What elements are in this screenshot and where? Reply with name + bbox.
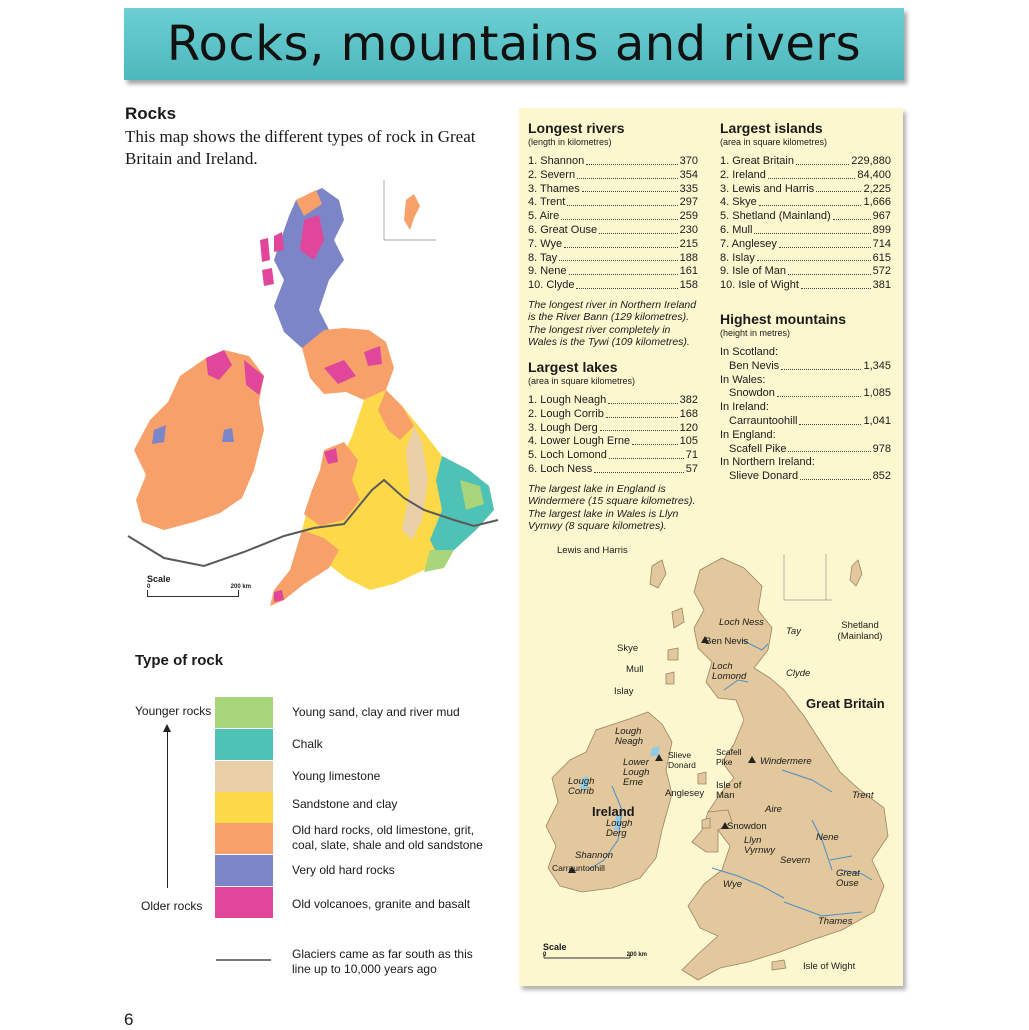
physical-map-scale-label: Scale: [543, 942, 567, 952]
label-loch-ness: Loch Ness: [719, 617, 764, 628]
rivers-heading: Longest rivers: [528, 120, 625, 136]
leader-dots: [781, 360, 861, 370]
mountains-heading: Highest mountains: [720, 311, 847, 327]
leader-dots: [582, 183, 678, 193]
islands-value: 2,225: [863, 182, 891, 195]
islands-list: [720, 155, 891, 293]
islands-name: 7. Anglesey: [720, 237, 777, 250]
mountain-height: 1,085: [863, 387, 891, 400]
rivers-value: 188: [679, 251, 698, 264]
leader-dots: [576, 279, 677, 289]
lakes-value: 105: [679, 435, 698, 448]
rivers-row: [528, 196, 698, 210]
islands-name: 2. Ireland: [720, 168, 766, 181]
lakes-row: [528, 435, 698, 449]
rock-map-scale-end: 200 km: [230, 584, 251, 590]
leader-dots: [600, 422, 678, 432]
rivers-value: 259: [679, 210, 698, 223]
mountain-name: Scafell Pike: [729, 442, 787, 455]
islands-row: [720, 196, 891, 210]
label-lower-lough-erne: Lower Lough Erne: [623, 757, 650, 788]
label-llyn-vyrnwy: Llyn Vyrnwy: [744, 835, 775, 856]
physical-map-scale: [543, 942, 647, 958]
mountain-row: [720, 360, 891, 374]
leader-dots: [594, 463, 684, 473]
lakes-sub: (area in square kilometres): [528, 376, 636, 386]
lakes-value: 382: [679, 394, 698, 406]
leader-dots: [800, 470, 871, 480]
label-thames: Thames: [818, 916, 853, 927]
rivers-row: [528, 252, 698, 266]
lakes-row: [528, 422, 698, 436]
title-banner: [124, 8, 904, 80]
islands-row: [720, 252, 891, 266]
lakes-name: 5. Loch Lomond: [528, 449, 607, 462]
label-tay: Tay: [786, 626, 801, 637]
islands-name: 5. Shetland (Mainland): [720, 210, 831, 223]
islands-value: 572: [872, 265, 891, 278]
islands-row: [720, 210, 891, 224]
label-shetland: Shetland (Mainland): [837, 620, 883, 642]
islands-value: 1,666: [863, 196, 891, 209]
mountain-row: [720, 387, 891, 401]
leader-dots: [559, 252, 677, 262]
age-arrow: [167, 730, 168, 888]
lakes-name: 3. Lough Derg: [528, 421, 598, 434]
label-lough-corrib: Lough Corrib: [568, 776, 595, 797]
rivers-value: 230: [679, 223, 698, 236]
label-windermere: Windermere: [760, 756, 812, 767]
islands-row: [720, 265, 891, 279]
mountain-height: 978: [872, 442, 891, 455]
rivers-row: [528, 265, 698, 279]
rivers-name: 1. Shannon: [528, 155, 585, 167]
rivers-row: [528, 169, 698, 183]
label-severn: Severn: [780, 855, 811, 866]
glacier-line-sample: [216, 959, 271, 961]
rocks-intro: This map shows the different types of rock in Great Britain and Ireland.: [125, 127, 476, 168]
legend-label: Old hard rocks, old limestone, grit, coal, slate, shale and old sandstone: [292, 823, 483, 852]
label-skye: Skye: [617, 643, 639, 654]
label-anglesey: Anglesey: [665, 788, 705, 799]
physical-map-scale-end: 200 km: [626, 952, 647, 958]
lakes-name: 2. Lough Corrib: [528, 407, 604, 420]
rivers-value: 215: [679, 237, 698, 250]
mountain-region: In Ireland:: [720, 401, 769, 414]
islands-value: 967: [872, 210, 891, 223]
islands-row: [720, 155, 891, 169]
lakes-list: [528, 394, 698, 477]
leader-dots: [833, 210, 871, 220]
leader-dots: [586, 155, 677, 165]
mountain-height: 1,345: [863, 359, 891, 372]
mountain-region: In Scotland:: [720, 346, 779, 358]
leader-dots: [816, 183, 861, 193]
mountain-region: In England:: [720, 428, 776, 441]
rivers-name: 9. Nene: [528, 265, 567, 278]
rivers-value: 335: [679, 182, 698, 195]
rivers-value: 297: [679, 196, 698, 209]
lakes-row: [528, 449, 698, 463]
islands-value: 615: [872, 251, 891, 264]
lakes-row: [528, 394, 698, 408]
lakes-name: 6. Loch Ness: [528, 462, 593, 475]
lakes-name: 4. Lower Lough Erne: [528, 435, 631, 448]
leader-dots: [569, 265, 678, 275]
lakes-row: [528, 463, 698, 477]
page-title: Rocks, mountains and rivers: [166, 16, 862, 72]
legend-label: Young sand, clay and river mud: [292, 705, 460, 719]
older-rocks-label: Older rocks: [141, 899, 203, 913]
legend-swatch: [215, 761, 273, 792]
leader-dots: [599, 224, 678, 234]
rivers-row: [528, 279, 698, 293]
lakes-value: 168: [679, 407, 698, 420]
islands-name: 9. Isle of Man: [720, 265, 787, 278]
legend-title: Type of rock: [135, 652, 224, 669]
rivers-name: 7. Wye: [528, 237, 563, 250]
islands-heading: Largest islands: [720, 120, 823, 136]
rivers-name: 10. Clyde: [528, 279, 575, 292]
islands-sub: (area in square kilometres): [720, 137, 828, 147]
islands-name: 6. Mull: [720, 223, 753, 236]
label-shannon: Shannon: [575, 850, 614, 861]
mountain-height: 852: [872, 470, 891, 483]
label-isle-of-wight: Isle of Wight: [803, 961, 856, 972]
largest-lakes-section: [528, 359, 698, 533]
label-mull: Mull: [626, 664, 644, 675]
rivers-name: 5. Aire: [528, 210, 560, 223]
label-snowdon: Snowdon: [727, 821, 767, 832]
legend-label: Young limestone: [292, 769, 381, 783]
islands-name: 8. Islay: [720, 251, 755, 264]
mountain-name: Snowdon: [729, 387, 775, 400]
lakes-heading: Largest lakes: [528, 359, 618, 375]
islands-value: 229,880: [851, 155, 891, 167]
younger-rocks-label: Younger rocks: [135, 704, 212, 718]
islands-value: 714: [872, 237, 891, 250]
label-lewis-harris: Lewis and Harris: [557, 545, 628, 556]
label-clyde: Clyde: [786, 668, 811, 679]
leader-dots: [608, 394, 677, 404]
leader-dots: [799, 415, 861, 425]
islands-name: 10. Isle of Wight: [720, 279, 799, 292]
mountains-sub: (height in metres): [720, 328, 791, 338]
leader-dots: [777, 387, 862, 397]
mountain-row: [720, 470, 891, 484]
rivers-row: [528, 210, 698, 224]
legend-swatch: [215, 887, 273, 918]
label-scafell-pike: Scafell Pike: [716, 747, 742, 767]
islands-name: 4. Skye: [720, 196, 757, 209]
lakes-value: 120: [679, 421, 698, 434]
label-wye: Wye: [723, 879, 742, 890]
rivers-name: 4. Trent: [528, 196, 566, 209]
leader-dots: [564, 238, 678, 248]
leader-dots: [754, 224, 870, 234]
lakes-note: The largest lake in England is Windermere (15 square kilometres). The largest lake in Wales is Llyn Vyrnwy (8 square kilometres).: [528, 482, 696, 533]
islands-row: [720, 238, 891, 252]
rock-map-scale-start: 0: [147, 584, 151, 590]
rock-map-scale-label: Scale: [147, 574, 171, 584]
rivers-name: 6. Great Ouse: [528, 223, 598, 236]
rivers-row: [528, 238, 698, 252]
rivers-value: 161: [679, 265, 698, 278]
legend-swatch: [215, 823, 273, 854]
rivers-value: 354: [679, 168, 698, 181]
legend-swatch: [215, 792, 273, 823]
mountain-region: In Wales:: [720, 373, 766, 386]
lakes-value: 57: [685, 462, 698, 475]
highest-mountains-section: [720, 311, 891, 484]
longest-rivers-section: [528, 120, 698, 349]
label-slieve-donard: Slieve Donard: [668, 750, 696, 770]
leader-dots: [796, 155, 849, 165]
label-ireland: Ireland: [592, 804, 635, 819]
rivers-value: 370: [679, 155, 698, 167]
label-lough-derg: Lough Derg: [606, 818, 633, 839]
rock-map-scale-bar: [147, 590, 239, 597]
leader-dots: [577, 169, 678, 179]
label-nene: Nene: [816, 832, 839, 843]
page-number: 6: [124, 1010, 134, 1029]
label-carrauntoohill: Carrauntoohill: [552, 863, 605, 873]
leader-dots: [561, 210, 677, 220]
leader-dots: [632, 435, 678, 445]
leader-dots: [757, 252, 871, 262]
rivers-name: 3. Thames: [528, 182, 580, 195]
leader-dots: [788, 443, 870, 453]
islands-name: 3. Lewis and Harris: [720, 182, 815, 195]
legend-swatch: [215, 697, 273, 728]
leader-dots: [606, 408, 678, 418]
rivers-row: [528, 155, 698, 169]
islands-name: 1. Great Britain: [720, 155, 794, 167]
rivers-value: 158: [679, 279, 698, 292]
lakes-value: 71: [685, 449, 698, 462]
legend-label: Old volcanoes, granite and basalt: [292, 897, 471, 911]
legend-swatch: [215, 855, 273, 886]
rivers-name: 8. Tay: [528, 251, 558, 264]
legend-swatch: [215, 729, 273, 760]
leader-dots: [801, 279, 871, 289]
label-great-ouse: Great Ouse: [836, 868, 860, 889]
islands-value: 899: [872, 223, 891, 236]
islands-value: 84,400: [857, 168, 891, 181]
islands-value: 381: [872, 279, 891, 292]
leader-dots: [788, 265, 871, 275]
lakes-name: 1. Lough Neagh: [528, 394, 607, 406]
label-ben-nevis: Ben Nevis: [705, 636, 749, 647]
islands-row: [720, 183, 891, 197]
legend-label: Very old hard rocks: [292, 863, 395, 877]
lakes-row: [528, 408, 698, 422]
islands-row: [720, 169, 891, 183]
physical-map-scale-start: 0: [543, 952, 547, 958]
mountain-row: [720, 443, 891, 457]
rivers-sub: (length in kilometres): [528, 137, 612, 147]
label-great-britain: Great Britain: [806, 696, 885, 711]
rocks-heading: Rocks: [125, 104, 177, 123]
rivers-name: 2. Severn: [528, 168, 576, 181]
label-trent: Trent: [852, 790, 874, 801]
islands-row: [720, 279, 891, 293]
leader-dots: [779, 238, 871, 248]
islands-row: [720, 224, 891, 238]
mountain-region: In Northern Ireland:: [720, 456, 815, 469]
rivers-list: [528, 155, 698, 293]
label-isle-of-man: Isle of Man: [716, 780, 742, 801]
rock-map-scale: [147, 574, 251, 597]
leader-dots: [759, 196, 862, 206]
mountain-name: Carrauntoohill: [729, 414, 798, 427]
label-islay: Islay: [614, 686, 634, 697]
label-aire: Aire: [765, 804, 782, 815]
leader-dots: [567, 196, 677, 206]
rivers-row: [528, 183, 698, 197]
mountains-list: [720, 346, 891, 484]
rivers-note: The longest river in Northern Ireland is the River Bann (129 kilometres). The longest river completely in Wales is the Tywi (109 kilometres).: [528, 298, 697, 349]
rivers-row: [528, 224, 698, 238]
label-loch-lomond: Loch Lomond: [712, 661, 747, 682]
legend-label: Chalk: [292, 737, 323, 751]
leader-dots: [768, 169, 855, 179]
largest-islands-section: [720, 120, 891, 293]
mountain-name: Slieve Donard: [729, 470, 799, 483]
mountain-height: 1,041: [863, 414, 891, 427]
rock-type-map: [124, 180, 504, 615]
leader-dots: [609, 449, 684, 459]
legend-label: Sandstone and clay: [292, 797, 398, 811]
mountain-name: Ben Nevis: [729, 359, 780, 372]
label-lough-neagh: Lough Neagh: [615, 726, 643, 747]
mountain-row: [720, 415, 891, 429]
glacier-legend-text: Glaciers came as far south as this line up to 10,000 years ago: [292, 947, 473, 976]
